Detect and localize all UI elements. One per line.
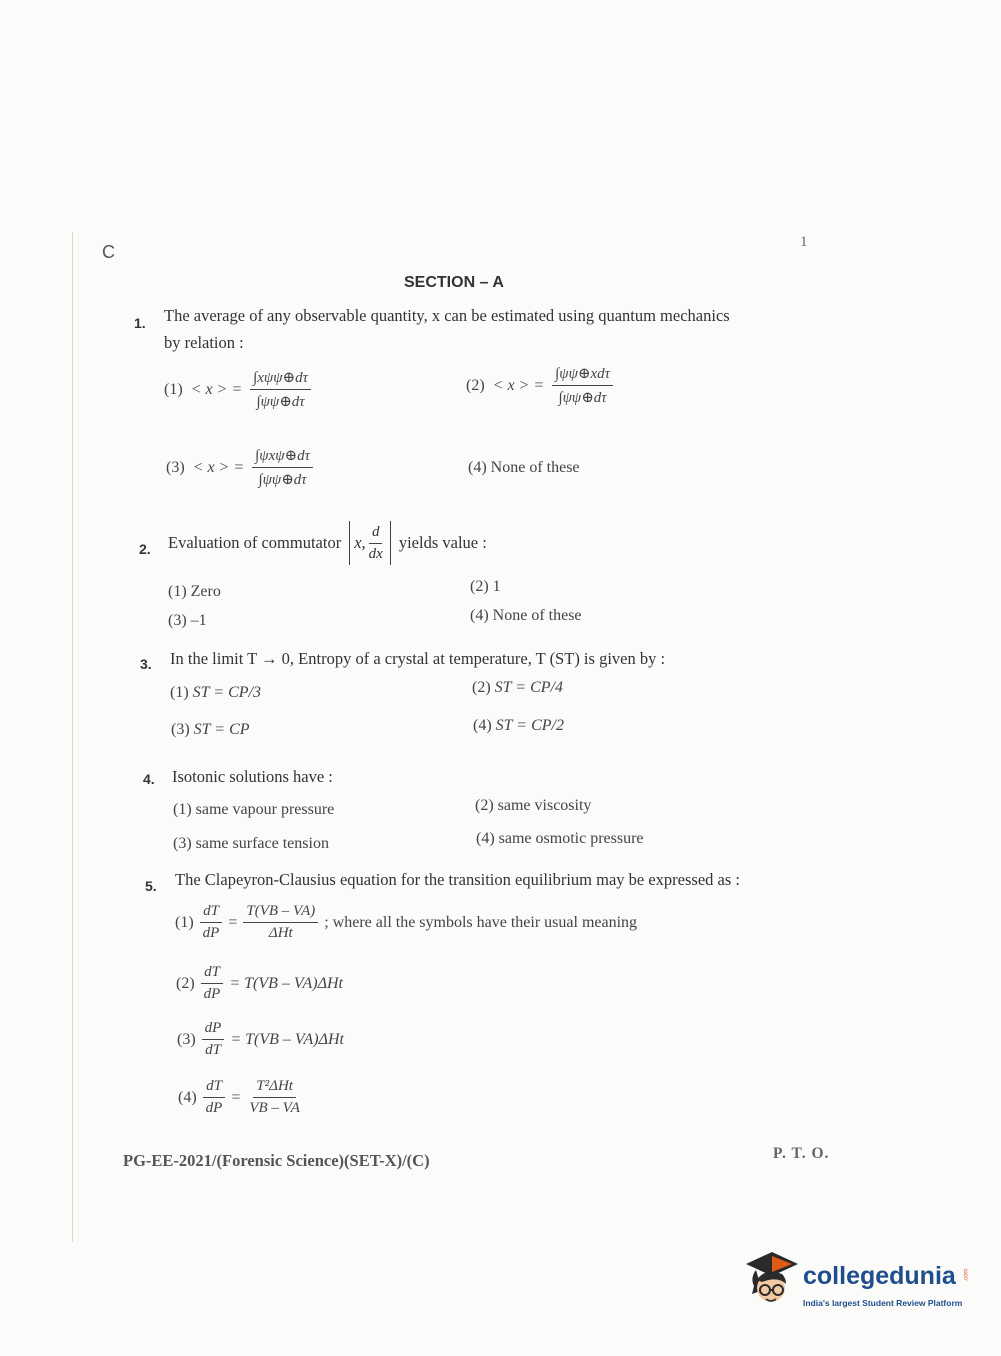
option-label: (1) — [164, 380, 183, 398]
option-label: (2) — [470, 578, 489, 595]
option-text: same osmotic pressure — [498, 830, 644, 847]
commutator-x: x, — [354, 533, 366, 552]
option-text: ST = CP/4 — [494, 679, 563, 696]
question-text: In the limit T → 0, Entropy of a crystal at temperature, T (ST) is given by : — [170, 649, 666, 668]
option-lhs-fraction — [203, 1078, 226, 1117]
option-label: (1) — [173, 801, 192, 818]
option-fraction — [250, 368, 311, 411]
option[interactable] — [173, 835, 329, 853]
option-rhs: = T(VB – VA)ΔHt — [230, 1030, 344, 1048]
option-suffix: ; where all the symbols have their usual meaning — [324, 913, 638, 931]
option[interactable] — [476, 830, 644, 848]
section-title: SECTION – A — [404, 274, 504, 291]
fraction-denominator: VB – VA — [249, 1100, 300, 1116]
option[interactable] — [475, 797, 591, 815]
option-text: ST = CP/3 — [192, 684, 261, 701]
option-text: None of these — [492, 607, 582, 624]
option-label: (1) — [170, 684, 189, 701]
option-rhs-fraction — [243, 903, 318, 942]
option[interactable] — [171, 721, 250, 739]
equals-sign: = — [231, 1088, 241, 1106]
option-text: ST = CP — [193, 721, 250, 738]
fraction-numerator: dP — [202, 1020, 225, 1040]
option-label: (4) — [473, 717, 492, 734]
question-number: 2. — [139, 541, 151, 557]
fraction-numerator: T(VB – VA) — [243, 903, 318, 923]
fraction-numerator: T²ΔHt — [253, 1078, 296, 1098]
option-label: (2) — [466, 376, 485, 394]
commutator — [349, 521, 391, 565]
logo-tagline: India's largest Student Review Platform — [803, 1298, 963, 1308]
option-label: (2) — [176, 974, 195, 992]
question-text — [168, 521, 487, 565]
fraction-denominator: dP — [203, 986, 221, 1002]
set-letter: C — [102, 242, 115, 262]
paper-code: PG-EE-2021/(Forensic Science)(SET-X)/(C) — [123, 1151, 430, 1170]
please-turn-over: P. T. O. — [773, 1145, 830, 1162]
option-label: (3) — [177, 1030, 196, 1048]
question-number: 4. — [143, 771, 155, 787]
fraction-numerator: ∫ψxψ⊕dτ — [252, 446, 313, 468]
question-text-before: Evaluation of commutator — [168, 533, 342, 552]
option-lhs-fraction — [200, 903, 223, 942]
collegedunia-logo[interactable]: collegedunia — [803, 1262, 956, 1290]
option[interactable] — [470, 607, 582, 625]
option[interactable] — [468, 459, 580, 477]
option-label: (2) — [475, 797, 494, 814]
option-rhs: = T(VB – VA)ΔHt — [229, 974, 343, 992]
collegedunia-logo-icon — [742, 1250, 800, 1312]
option-label: (3) — [168, 612, 187, 629]
option-text: same viscosity — [497, 797, 592, 814]
option-lhs: < x > = — [492, 376, 545, 394]
option-lhs-fraction — [202, 1020, 225, 1059]
fraction-numerator: dT — [200, 903, 222, 923]
fraction-denominator: ∫ψψ⊕dτ — [558, 390, 607, 406]
option[interactable] — [473, 717, 564, 735]
question-text: The Clapeyron-Clausius equation for the transition equilibrium may be expressed as : — [175, 870, 740, 889]
option-label: (1) — [168, 583, 187, 600]
option[interactable] — [168, 583, 221, 601]
option[interactable] — [176, 964, 343, 1003]
equals-sign: = — [228, 913, 238, 931]
option-rhs-fraction — [246, 1078, 303, 1117]
fraction-numerator: dT — [203, 1078, 225, 1098]
option[interactable] — [175, 903, 637, 942]
option-text: ST = CP/2 — [495, 717, 564, 734]
option-text: Zero — [190, 583, 221, 600]
option[interactable] — [472, 679, 563, 697]
option-label: (4) — [476, 830, 495, 847]
option-label: (4) — [470, 607, 489, 624]
option-lhs-fraction — [201, 964, 224, 1003]
option-label: (3) — [173, 835, 192, 852]
fraction-denominator: ΔHt — [268, 925, 293, 941]
commutator-fraction — [366, 524, 386, 563]
option-fraction — [252, 446, 313, 489]
question-text-after: yields value : — [398, 533, 487, 552]
option[interactable] — [178, 1078, 303, 1117]
fraction-denominator: ∫ψψ⊕dτ — [258, 472, 307, 488]
fraction-denominator: dT — [205, 1042, 221, 1058]
option-label: (3) — [166, 458, 185, 476]
option-label: (4) — [468, 459, 487, 476]
fraction-numerator: dT — [201, 964, 223, 984]
option-label: (4) — [178, 1088, 197, 1106]
option-fraction — [552, 364, 613, 407]
page-number: 1 — [800, 234, 808, 250]
fraction-numerator: ∫ψψ⊕xdτ — [552, 364, 613, 386]
option[interactable] — [173, 801, 334, 819]
option-label: (2) — [472, 679, 491, 696]
question-number: 3. — [140, 656, 152, 672]
fraction-numerator: d — [369, 524, 383, 544]
question-text-cont: by relation : — [164, 333, 244, 352]
fraction-denominator: dP — [202, 925, 220, 941]
option-text: 1 — [492, 578, 501, 595]
option-text: –1 — [190, 612, 207, 629]
question-number: 1. — [134, 315, 146, 331]
option-text: same surface tension — [195, 835, 329, 852]
option-text: same vapour pressure — [195, 801, 335, 818]
option[interactable] — [177, 1020, 344, 1059]
option-lhs: < x > = — [190, 380, 243, 398]
question-text: The average of any observable quantity, x can be estimated using quantum mechanics — [164, 306, 730, 325]
option[interactable] — [166, 446, 313, 489]
option[interactable] — [466, 364, 613, 407]
option[interactable] — [168, 612, 207, 630]
option[interactable] — [170, 684, 261, 702]
page-left-edge — [72, 232, 73, 1242]
question-text: Isotonic solutions have : — [172, 767, 333, 786]
option[interactable] — [470, 578, 501, 596]
fraction-denominator: dx — [368, 545, 383, 562]
option-label: (3) — [171, 721, 190, 738]
question-number: 5. — [145, 878, 157, 894]
option-label: (1) — [175, 913, 194, 931]
fraction-denominator: dP — [205, 1100, 223, 1116]
fraction-numerator: ∫xψψ⊕dτ — [250, 368, 311, 390]
option[interactable] — [164, 368, 311, 411]
option-lhs: < x > = — [192, 458, 245, 476]
option-text: None of these — [490, 459, 580, 476]
fraction-denominator: ∫ψψ⊕dτ — [256, 394, 305, 410]
logo-domain-suffix: .com — [963, 1268, 970, 1282]
